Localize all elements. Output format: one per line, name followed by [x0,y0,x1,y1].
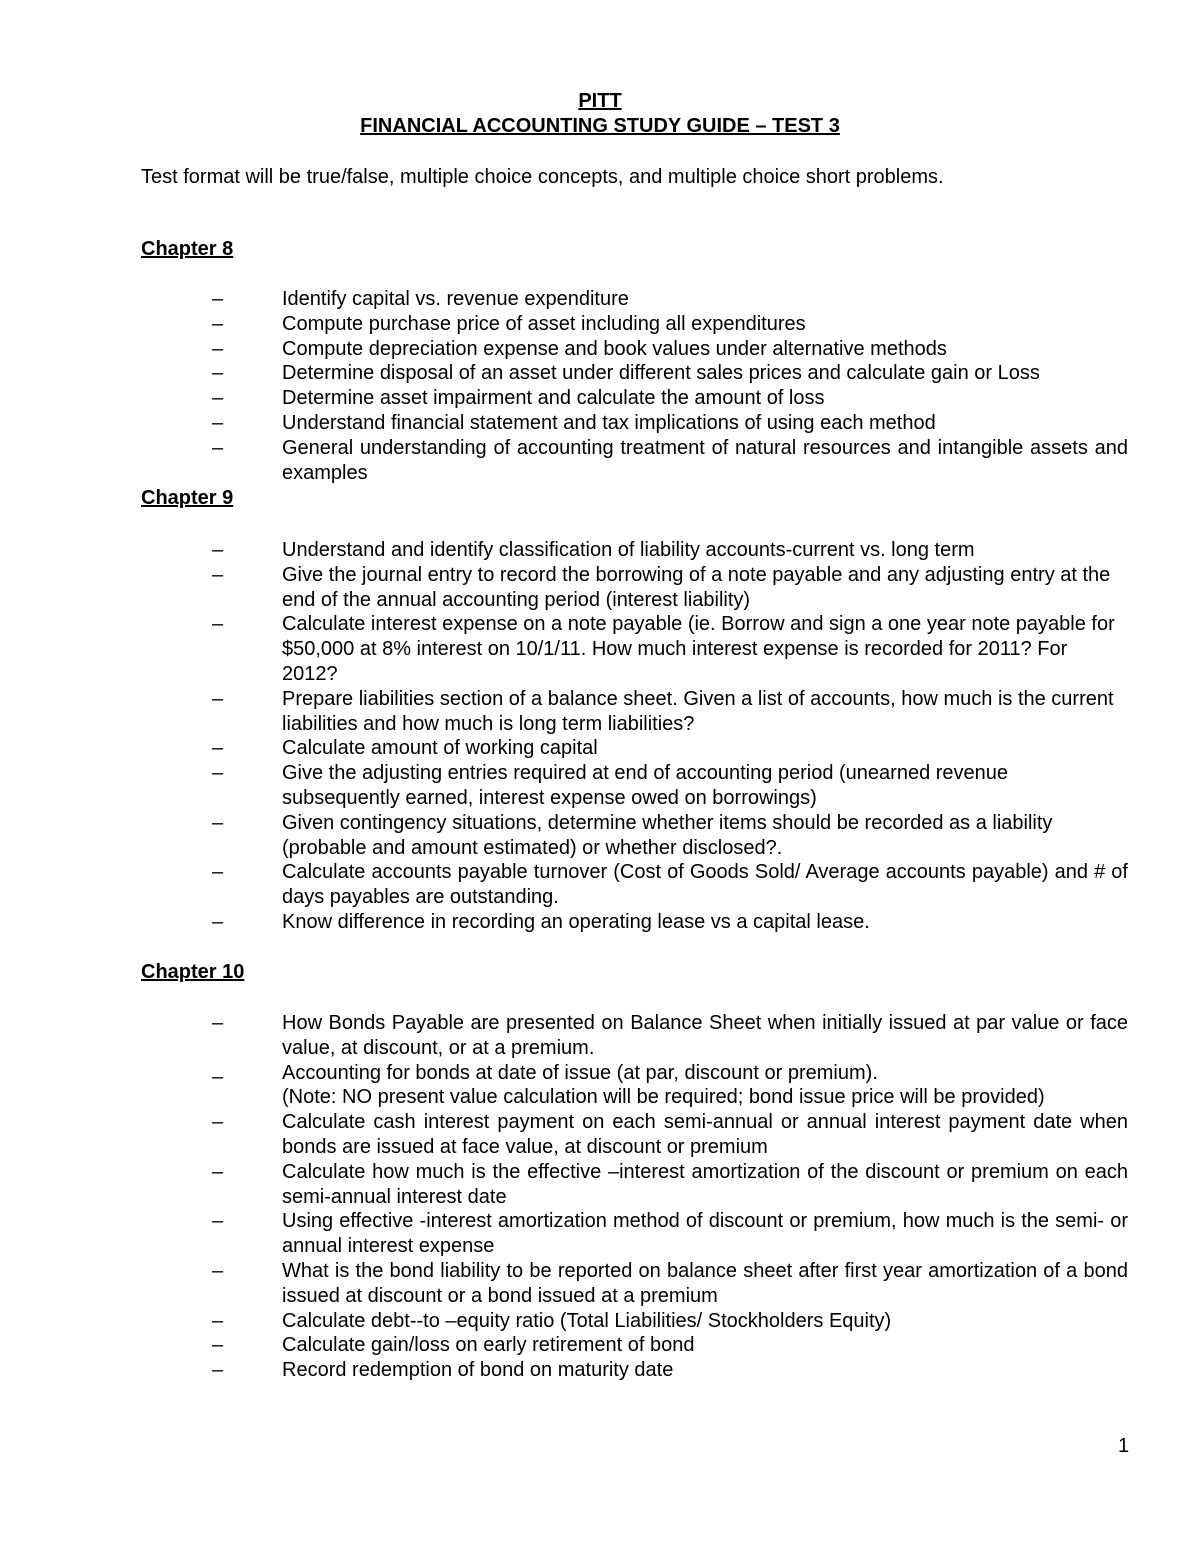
test-format-intro: Test format will be true/false, multiple choice concepts, and multiple choice short problems. [141,166,944,188]
list-item [0,612,1200,686]
list-item [0,1011,1200,1061]
list-item [0,386,1200,411]
bullet-dash: – [212,1259,224,1282]
list-item-text: Give the adjusting entries required at end of accounting period (unearned revenue subsequently earned, interest expense owed on borrowings) [282,762,1009,809]
list-item-text: Compute depreciation expense and book values under alternative methods [282,337,947,360]
list-item [0,910,1200,935]
chapter-9-heading: Chapter 9 [141,487,234,509]
chapter-8-heading: Chapter 8 [141,238,234,260]
list-item-text: Using effective -interest amortization method of discount or premium, how much is the semi- or annual interest expense [282,1210,1128,1258]
chapter-8-list [0,287,1200,485]
bullet-dash: – [212,861,224,884]
bullet-dash: – [212,737,224,760]
list-item [0,287,1200,312]
bullet-dash: – [212,910,224,933]
list-item-text: Calculate accounts payable turnover (Cost of Goods Sold/ Average accounts payable) and # of days payables are outstanding. [282,861,1128,909]
list-item [0,1209,1200,1259]
list-item [0,436,1200,486]
list-item-text: Given contingency situations, determine whether items should be recorded as a liability (probable and amount estimated) or whether disclosed?. [282,811,1053,859]
bullet-dash: – [212,539,224,561]
bullet-dash: – [212,362,224,385]
bullet-dash: – [212,1012,224,1034]
bullet-dash: – [212,337,224,360]
list-item-text: Compute purchase price of asset including all expenditures [282,312,806,335]
bullet-dash: – [212,288,224,310]
bullet-dash: – [212,811,224,834]
chapter-10-list [0,1011,1200,1383]
list-item-text: Record redemption of bond on maturity date [282,1359,674,1382]
list-item-text: Understand financial statement and tax implications of using each method [282,411,936,434]
bond-note-text: (Note: NO present value calculation will be required; bond issue price will be provided) [282,1086,1045,1109]
list-item-text: Calculate gain/loss on early retirement of bond [282,1334,695,1357]
bullet-dash: – [212,762,224,785]
list-item-text: General understanding of accounting treatment of natural resources and intangible assets and examples [282,436,1128,484]
list-item-text: Calculate cash interest payment on each semi-annual or annual interest payment date when bonds are issued at face value, at discount or premium [282,1111,1128,1158]
list-item [0,761,1200,811]
list-item-text: Identify capital vs. revenue expenditure [282,288,629,310]
list-item-text: Determine asset impairment and calculate the amount of loss [282,387,825,410]
list-item-text: Determine disposal of an asset under different sales prices and calculate gain or Loss [282,362,1040,385]
list-item [0,736,1200,761]
list-item-text: Give the journal entry to record the borrowing of a note payable and any adjusting entry at the end of the annual accounting period (interest liability) [282,563,1111,611]
list-item [0,687,1200,737]
chapter-10-heading: Chapter 10 [141,961,245,983]
bullet-dash: – [212,563,224,586]
list-item-text: Know difference in recording an operating lease vs a capital lease. [282,910,870,933]
list-item [0,1061,1200,1086]
bullet-dash: – [212,687,224,710]
list-item [0,860,1200,910]
bullet-dash: – [212,1160,224,1183]
list-item [0,1259,1200,1309]
list-item [0,1309,1200,1334]
school-title: PITT [578,90,622,112]
bullet-dash: – [212,613,224,636]
bullet-dash: – [212,411,224,434]
list-item [0,538,1200,563]
list-item-text: How Bonds Payable are presented on Balance Sheet when initially issued at par value or face value, at discount, or at a premium. [282,1012,1128,1059]
list-item [0,361,1200,386]
page-number: 1 [1118,1435,1130,1457]
list-item-text: What is the bond liability to be reported on balance sheet after first year amortization of a bond issued at discount or a bond issued at a premium [282,1259,1128,1307]
bullet-dash: – [212,387,224,410]
list-item-text: Calculate how much is the effective –interest amortization of the discount or premium on each semi-annual interest date [282,1160,1128,1208]
list-item-text: Prepare liabilities section of a balance sheet. Given a list of accounts, how much is the current liabilities and how much is long term liabilities? [282,687,1114,735]
list-item [0,1160,1200,1210]
bullet-dash: – [212,1065,224,1088]
bullet-dash: – [212,1334,224,1357]
list-item-text: Calculate amount of working capital [282,737,598,760]
list-item [0,1110,1200,1160]
list-item [0,811,1200,861]
bullet-dash: – [212,1309,224,1332]
chapter-9-list [0,538,1200,935]
bullet-dash: – [212,1359,224,1382]
list-item-text: Understand and identify classification of liability accounts-current vs. long term [282,539,975,561]
list-item [0,312,1200,337]
bullet-dash: – [212,312,224,335]
list-item [0,563,1200,613]
list-item-text: Calculate interest expense on a note payable (ie. Borrow and sign a one year note payable for $50,000 at 8% interest on 10/1/11. How much interest expense is recorded for 2011? For 2012? [282,613,1115,685]
list-item [0,337,1200,362]
document-title: FINANCIAL ACCOUNTING STUDY GUIDE – TEST 3 [360,115,840,137]
bullet-dash: – [212,436,224,459]
list-item-note [0,1085,1200,1110]
list-item [0,411,1200,436]
list-item [0,1333,1200,1358]
list-item-text: Accounting for bonds at date of issue (at par, discount or premium). [282,1061,878,1084]
list-item [0,1358,1200,1383]
list-item-text: Calculate debt--to –equity ratio (Total Liabilities/ Stockholders Equity) [282,1309,892,1332]
bullet-dash: – [212,1210,224,1233]
bullet-dash: – [212,1111,224,1134]
